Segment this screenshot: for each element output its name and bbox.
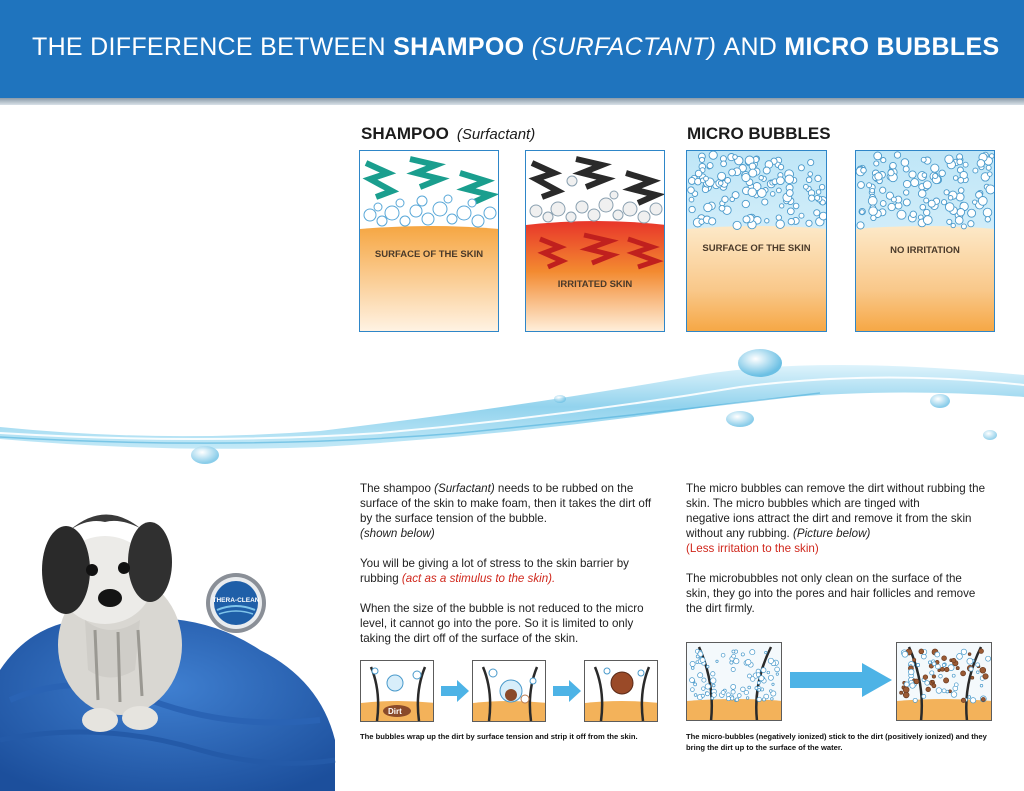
micro-bubble [957, 159, 963, 165]
micro-bubble [939, 170, 945, 176]
micro-bubble [768, 658, 773, 663]
micro-bubble [699, 157, 704, 162]
micro-bubble [696, 655, 699, 658]
micro-bubble [944, 190, 949, 195]
micro-bubble [786, 190, 793, 197]
micro-bubble [770, 192, 775, 197]
micro-bubble [701, 694, 704, 697]
micro-bubble [712, 684, 715, 687]
dirt-step-2 [472, 660, 546, 722]
micro-bubble [958, 188, 964, 194]
micro-bubble [731, 697, 734, 700]
micro-bubble [903, 166, 909, 172]
shampoo-paragraph-1: The shampoo (Surfactant) needs to be rubbed on the surface of the skin to make foam, then it takes the dirt off by the surface tension of the bubble. (shown below) [360, 482, 652, 540]
micro-bubble [772, 683, 774, 685]
micro-bubble [933, 173, 938, 178]
micro-bubble [904, 190, 909, 195]
micro-bubble [741, 687, 746, 692]
no-irritation-panel [855, 150, 995, 332]
micro-bubble [922, 694, 926, 698]
micro-bubble [936, 688, 942, 694]
step-arrow-2 [553, 680, 581, 702]
micro-bubble [888, 203, 895, 210]
micro-bubble [757, 681, 760, 684]
micro-bubble [776, 215, 781, 220]
micro-bubble [702, 678, 706, 682]
micro-bubble [689, 197, 694, 202]
micro-bubble [913, 698, 917, 702]
micro-bubble [689, 206, 695, 212]
micro-bubble [799, 213, 804, 218]
micro-bubble [880, 187, 886, 193]
title-surfactant: (SURFACTANT) [524, 33, 724, 61]
micro-bubble [741, 653, 744, 656]
micro-bubble [924, 209, 930, 215]
micro-bubble [729, 169, 736, 176]
micro-bubble [871, 215, 876, 220]
micro-bubble [688, 187, 695, 194]
micro-bubble [734, 658, 739, 663]
micro-bubble [961, 671, 966, 676]
micro-bubble [900, 691, 903, 694]
micro-bubble [903, 180, 910, 187]
micro-bubble [793, 203, 799, 209]
shampoo-explanation [360, 481, 660, 661]
micro-pore-after [896, 642, 992, 721]
micro-bubble [936, 664, 941, 669]
micro-bubble [815, 195, 820, 200]
micro-bubble [775, 667, 780, 672]
micro-bubble [731, 690, 735, 694]
micro-bubble [809, 195, 815, 201]
micro-bubble [702, 687, 706, 691]
micro-bubble [942, 689, 946, 693]
header-banner [0, 0, 1024, 98]
micro-bubble [776, 220, 784, 228]
micro-bubble [963, 162, 968, 167]
micro-bubble [918, 190, 926, 198]
micro-bubble [932, 680, 935, 683]
micro-bubble [694, 694, 697, 697]
micro-bubble [874, 152, 882, 160]
micro-bubble [874, 161, 879, 166]
micro-bubble [748, 686, 751, 689]
title-text-and: AND [723, 33, 785, 61]
micro-bubble [743, 216, 750, 223]
micro-bubble [957, 654, 963, 660]
no-irritation-illustration [856, 151, 995, 332]
micro-bubble [952, 674, 955, 677]
micro-bubble [747, 674, 751, 678]
micro-bubble [731, 684, 736, 689]
micro-bubble [926, 687, 931, 692]
micro-bubble [980, 684, 983, 687]
water-wave-decoration [0, 335, 1024, 475]
micro-bubble [762, 199, 768, 205]
micro-bubble [983, 674, 988, 679]
micro-bubble [721, 653, 725, 657]
micro-bubble [690, 661, 695, 666]
micro-bubble [935, 652, 940, 657]
micro-bubble [742, 200, 749, 207]
micro-bubble [808, 172, 813, 177]
micro-bubble [944, 678, 949, 683]
micro-bubble [749, 169, 757, 177]
micro-bubble [776, 673, 778, 675]
micro-bubble [816, 190, 821, 195]
micro-bubble [948, 196, 953, 201]
shampoo-skin-panel [359, 150, 499, 332]
micro-bubble [780, 204, 784, 208]
micro-bubble [861, 168, 867, 174]
micro-bubble [725, 178, 731, 184]
micro-bubble [911, 179, 919, 187]
micro-bubble [945, 203, 954, 212]
micro-bubble [860, 210, 865, 215]
micro-bubble [888, 170, 894, 176]
micro-bubble [932, 684, 936, 688]
micro-bubble [957, 209, 965, 217]
irritated-skin-illustration [526, 151, 665, 332]
micro-bubble [903, 687, 909, 693]
no-irritation-label: NO IRRITATION [890, 245, 960, 256]
micro-bubble [748, 188, 756, 196]
micro-bubble [968, 653, 971, 656]
micro-bubble [951, 692, 957, 698]
wet-dog-photo [0, 470, 340, 791]
micro-bubble [716, 660, 718, 662]
micro-bubble [718, 181, 723, 186]
micro-bubble [973, 168, 978, 173]
micro-bubble [942, 664, 945, 667]
micro-bubble [765, 219, 769, 223]
skin-surface-label: SURFACE OF THE SKIN [374, 249, 484, 260]
step-arrow-1 [441, 680, 469, 702]
micro-paragraph-2: The microbubbles not only clean on the surface of the skin, they go into the pores and hair follicles and remove the dirt firmly. [686, 572, 976, 615]
micro-bubble [798, 165, 804, 171]
micro-bubble [986, 185, 995, 194]
micro-bubble [806, 220, 812, 226]
micro-bubble [901, 159, 909, 167]
micro-bubble [857, 222, 864, 229]
micro-bubble [971, 676, 974, 679]
micro-bubble [961, 649, 966, 654]
title-micro-bubbles: MICRO BUBBLES [784, 33, 1000, 61]
micro-bubble [804, 184, 809, 189]
micro-bubble [939, 674, 943, 678]
micro-bubble [955, 216, 963, 224]
micro-bubble [750, 650, 755, 655]
dirt-label: Dirt [388, 707, 402, 716]
micro-bubble [908, 669, 914, 675]
micro-bubble [890, 162, 897, 169]
micro-bubble [732, 654, 736, 658]
micro-bubble [705, 692, 709, 696]
micro-bubble [867, 183, 872, 188]
micro-bubble [983, 208, 992, 217]
micro-bubble [858, 182, 865, 189]
micro-bubble [691, 667, 694, 670]
micro-bubble [788, 218, 794, 224]
micro-bubble [735, 698, 738, 701]
micro-bubble [978, 197, 987, 206]
micro-skin-surface-label: SURFACE OF THE SKIN [702, 243, 811, 254]
micro-bubble [814, 210, 820, 216]
micro-bubble [951, 223, 955, 227]
micro-bubble [757, 189, 766, 198]
dirt-step-3 [584, 660, 658, 722]
micro-bubble [722, 196, 728, 202]
micro-bubble [903, 199, 910, 206]
micro-bubbles-skin-panel [686, 150, 827, 332]
irritated-skin-label: IRRITATED SKIN [557, 279, 633, 290]
shampoo-paragraph-2: You will be giving a lot of stress to the skin barrier by rubbing (act as a stimulus to the skin). [360, 557, 629, 585]
micro-bubble [942, 200, 947, 205]
micro-bubbles-section-title [687, 124, 831, 144]
micro-bubble [928, 661, 931, 664]
micro-bubble [928, 200, 935, 207]
micro-bubble [976, 663, 980, 667]
micro-bubble [730, 197, 735, 202]
dirt-step-1 [360, 660, 434, 722]
micro-bubble [745, 659, 751, 665]
shampoo-subtitle: (Surfactant) [456, 126, 536, 143]
micro-bubble [902, 651, 908, 657]
micro-bubble [704, 176, 709, 181]
micro-bubble [698, 673, 703, 678]
micro-bubble [767, 671, 770, 674]
micro-bubble [733, 155, 738, 160]
micro-bubble [707, 163, 713, 169]
micro-bubble [967, 658, 973, 664]
micro-bubble [947, 219, 952, 224]
micro-bubble [986, 656, 991, 661]
micro-bubbles-title: MICRO BUBBLES [687, 124, 831, 143]
micro-bubble [762, 698, 765, 701]
micro-bubble [945, 155, 953, 163]
micro-bubble [709, 151, 717, 159]
micro-bubble [932, 662, 936, 666]
micro-bubble [749, 163, 756, 170]
micro-bubble [986, 165, 991, 170]
micro-bubble [914, 679, 919, 684]
micro-bubble [787, 208, 794, 215]
micro-bubble [721, 691, 725, 695]
micro-bubble [712, 693, 717, 698]
micro-bubble [970, 698, 975, 703]
micro-bubble [691, 688, 695, 692]
micro-bubble [952, 658, 956, 662]
micro-bubble [921, 157, 926, 162]
micro-bubble [969, 667, 973, 671]
micro-bubble [920, 204, 926, 210]
micro-bubble [938, 669, 941, 672]
micro-bubble [923, 216, 932, 225]
micro-bubble [819, 184, 824, 189]
micro-bubble [731, 667, 735, 671]
micro-bubble [777, 177, 785, 185]
shampoo-skin-illustration [360, 151, 499, 332]
title-text: THE DIFFERENCE BETWEEN [32, 33, 394, 61]
shown-below-note: (shown below) [360, 527, 435, 540]
micro-bubble [732, 650, 735, 653]
micro-bubbles-explanation [686, 481, 986, 631]
irritated-skin-panel [525, 150, 665, 332]
micro-bubble [730, 661, 733, 664]
micro-bubble [808, 159, 814, 165]
shampoo-diagram-caption: The bubbles wrap up the dirt by surface tension and strip it off from the skin. [360, 732, 638, 741]
micro-bubble [968, 221, 974, 227]
micro-bubble [985, 217, 990, 222]
micro-bubble [891, 197, 896, 202]
micro-bubble [875, 173, 882, 180]
micro-bubble [917, 663, 920, 666]
micro-bubble [806, 177, 812, 183]
title-shampoo: SHAMPOO [393, 33, 525, 61]
micro-bubble [694, 683, 697, 686]
micro-bubble [755, 687, 758, 690]
micro-bubble [977, 671, 980, 674]
picture-below-note: (Picture below) [793, 527, 871, 540]
micro-bubble [923, 675, 928, 680]
micro-bubble [770, 690, 773, 693]
micro-bubble [709, 218, 716, 225]
micro-paragraph-1: The micro bubbles can remove the dirt without rubbing the skin. The micro bubbles which are tinged with negative ions attract the dirt and remove it from the skin without any rubbing. (Picture below) (Less irritation to the skin) [686, 482, 986, 555]
micro-bubble [909, 171, 916, 178]
micro-bubble [700, 658, 705, 663]
micro-bubble [977, 160, 985, 168]
micro-bubble [869, 207, 878, 216]
shampoo-paragraph-3: When the size of the bubble is not reduced to the micro level, it cannot go into the pore. So it is limited to only taking the dirt off of the surface of the skin. [360, 602, 644, 645]
micro-bubble [768, 675, 773, 680]
micro-bubble [923, 181, 931, 189]
micro-bubble [988, 172, 993, 177]
micro-bubbles-skin-illustration [687, 151, 827, 332]
micro-bubble [718, 172, 726, 180]
micro-bubble [721, 161, 727, 167]
micro-bubble [759, 176, 763, 180]
micro-bubble [910, 211, 916, 217]
micro-bubble [942, 656, 947, 661]
micro-bubble [695, 170, 702, 177]
micro-bubble [910, 683, 915, 688]
micro-bubble [961, 698, 965, 702]
header-divider [0, 98, 1024, 105]
micro-bubble [931, 164, 939, 172]
micro-bubble [705, 684, 710, 689]
micro-bubble [727, 697, 731, 701]
micro-bubble [765, 651, 767, 653]
micro-bubble [930, 671, 934, 675]
micro-bubble [778, 164, 783, 169]
micro-bubble [690, 678, 695, 683]
micro-bubble [777, 188, 782, 193]
micro-bubble [894, 152, 900, 158]
less-irritation-note: (Less irritation to the skin) [686, 542, 819, 555]
micro-bubble [981, 698, 985, 702]
micro-bubble [956, 667, 959, 670]
micro-bubble [771, 698, 774, 701]
micro-bubble [880, 201, 886, 207]
micro-bubble [733, 221, 741, 229]
micro-bubble [954, 683, 958, 687]
micro-bubble [958, 177, 964, 183]
micro-bubble [968, 696, 971, 699]
badge-text: THERA-CLEAN [212, 597, 260, 604]
micro-bubble [919, 649, 924, 654]
micro-bubble [757, 697, 761, 701]
micro-bubble [785, 175, 794, 184]
stimulus-note: (act as a stimulus to the skin). [401, 572, 556, 585]
micro-process-arrow [790, 663, 892, 697]
micro-bubble [819, 212, 827, 220]
micro-bubble [711, 672, 715, 676]
micro-bubble [763, 167, 770, 174]
micro-bubble [870, 188, 875, 193]
micro-bubble [940, 667, 944, 671]
micro-pore-before [686, 642, 782, 721]
micro-bubble [881, 158, 886, 163]
micro-bubble [868, 197, 877, 206]
page-title [32, 33, 999, 62]
micro-bubble [922, 173, 927, 178]
micro-bubble [979, 649, 984, 654]
micro-bubble [925, 681, 930, 686]
shampoo-section-title [361, 124, 535, 144]
micro-bubble [924, 198, 929, 203]
micro-bubble [961, 224, 966, 229]
micro-bubble [945, 667, 949, 671]
micro-bubble [706, 665, 709, 668]
micro-bubble [746, 697, 749, 700]
micro-bubble [953, 176, 958, 181]
micro-bubble [913, 658, 916, 661]
micro-bubble [897, 210, 906, 219]
micro-bubble [973, 200, 977, 204]
micro-bubble [710, 678, 716, 684]
micro-bubble [815, 175, 821, 181]
micro-bubble [759, 676, 764, 681]
micro-bubble [980, 667, 986, 673]
micro-bubble [719, 205, 725, 211]
micro-bubble [761, 668, 766, 673]
micro-bubble [932, 675, 935, 678]
micro-bubble [737, 694, 741, 698]
micro-bubble [968, 209, 976, 217]
thera-clean-badge [205, 572, 267, 634]
micro-diagram-caption: The micro-bubbles (negatively ionized) stick to the dirt (positively ionized) and they bring the dirt up to the surface of the water. [686, 732, 987, 752]
shampoo-title: SHAMPOO [361, 124, 449, 143]
micro-bubble [704, 203, 712, 211]
micro-bubble [758, 689, 761, 692]
